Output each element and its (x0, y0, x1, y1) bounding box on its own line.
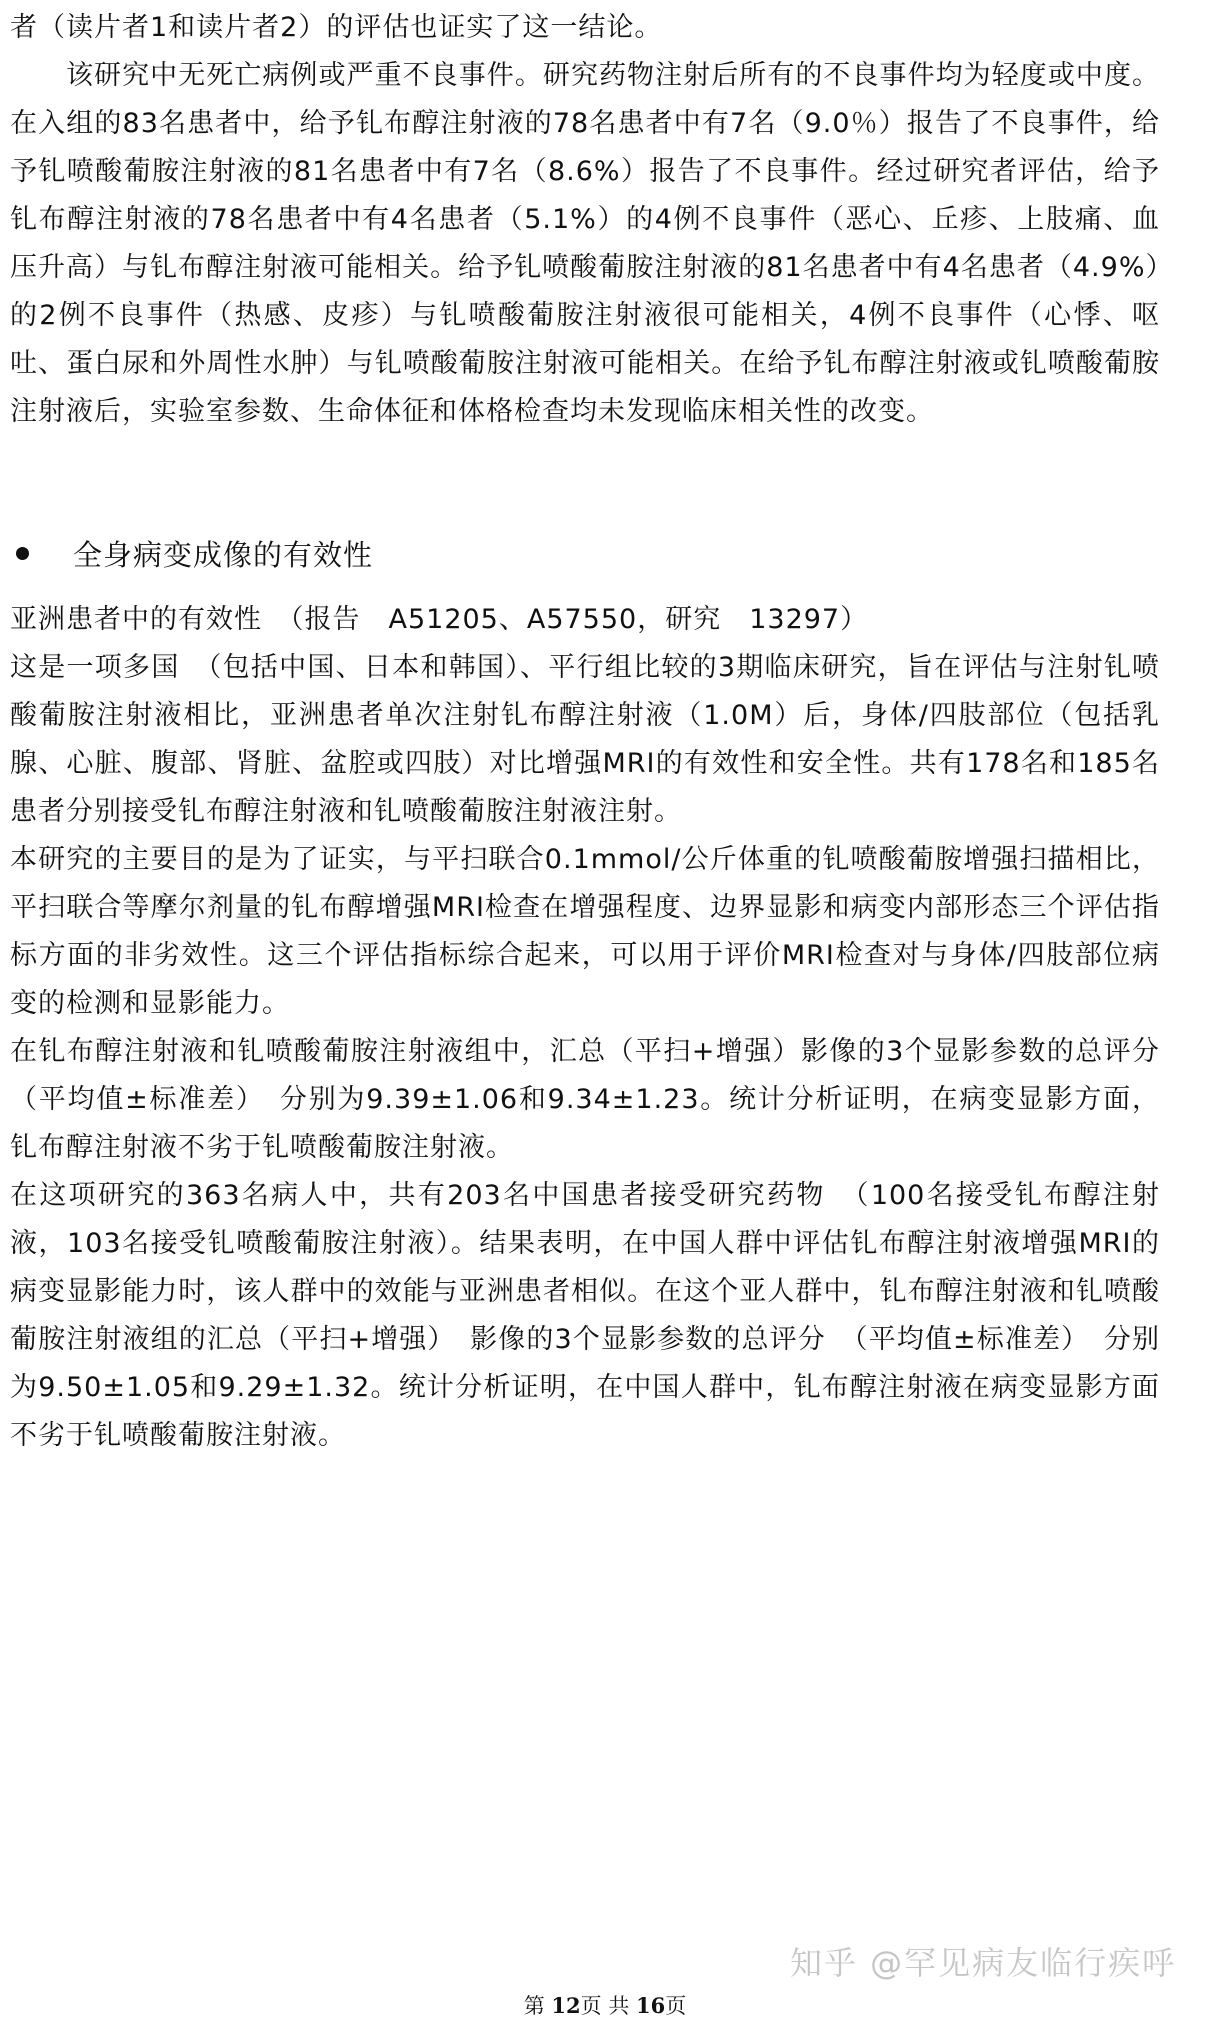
paragraph-study-design: 这是一项多国 （包括中国、日本和韩国）、平行组比较的3期临床研究，旨在评估与注射钆喷酸葡胺注射液相比，亚洲患者单次注射钆布醇注射液（1.0M）后，身体/四肢部位（包括乳腺、心脏、腹部、肾脏、盆腔或四肢）对比增强MRI的有效性和安全性。共有178名和185名患者分别接受钆布醇注射液和钆喷酸葡胺注射液注射。 (10, 652, 1160, 827)
paragraph-overall-results: 在钆布醇注射液和钆喷酸葡胺注射液组中，汇总（平扫+增强）影像的3个显影参数的总评分（平均值±标准差） 分别为9.39±1.06和9.34±1.23。统计分析证明，在病变显影方面，钆布醇注射液不劣于钆喷酸葡胺注射液。 (10, 1036, 1160, 1163)
watermark: 知乎 @罕见病友临行疾呼 (790, 1944, 1177, 1982)
footer-total-suffix: 页 (665, 1994, 687, 2018)
section-heading-text: 全身病变成像的有效性 (73, 537, 374, 572)
footer-total-pages: 16 (636, 1993, 666, 2018)
footer-middle: 共 (608, 1994, 630, 2018)
paragraph-study-objective: 本研究的主要目的是为了证实，与平扫联合0.1mmol/公斤体重的钆喷酸葡胺增强扫描相比，平扫联合等摩尔剂量的钆布醇增强MRI检查在增强程度、边界显影和病变内部形态三个评估指标方面的非劣效性。这三个评估指标综合起来，可以用于评价MRI检查对与身体/四肢部位病变的检测和显影能力。 (10, 844, 1160, 1019)
paragraph-continuation: 者（读片者1和读片者2）的评估也证实了这一结论。 (10, 12, 663, 43)
paragraph-chinese-subgroup: 在这项研究的363名病人中，共有203名中国患者接受研究药物 （100名接受钆布醇注射液，103名接受钆喷酸葡胺注射液）。结果表明，在中国人群中评估钆布醇注射液增强MRI的病变显影能力时，该人群中的效能与亚洲患者相似。在这个亚人群中，钆布醇注射液和钆喷酸葡胺注射液组的汇总（平扫+增强） 影像的3个显影参数的总评分 （平均值±标准差） 分别为9.50±1.05和9.29±1.32。统计分析证明，在中国人群中，钆布醇注射液在病变显影方面不劣于钆喷酸葡胺注射液。 (10, 1180, 1160, 1451)
page-footer (0, 1990, 1210, 2020)
bullet-icon (16, 547, 29, 560)
footer-page-number: 12 (551, 1993, 581, 2018)
safety-section (10, 4, 1160, 436)
footer-page-suffix: 页 (580, 1994, 602, 2018)
section-heading (10, 528, 373, 578)
efficacy-section (10, 596, 1160, 1460)
paragraph-subtitle: 亚洲患者中的有效性 （报告 A51205、A57550，研究 13297） (10, 604, 869, 635)
paragraph-adverse-events: 该研究中无死亡病例或严重不良事件。研究药物注射后所有的不良事件均为轻度或中度。在入组的83名患者中，给予钆布醇注射液的78名患者中有7名（9.0％）报告了不良事件，给予钆喷酸葡胺注射液的81名患者中有7名（8.6%）报告了不良事件。经过研究者评估，给予钆布醇注射液的78名患者中有4名患者（5.1%）的4例不良事件（恶心、丘疹、上肢痛、血压升高）与钆布醇注射液可能相关。给予钆喷酸葡胺注射液的81名患者中有4名患者（4.9%）的2例不良事件（热感、皮疹）与钆喷酸葡胺注射液很可能相关，4例不良事件（心悸、呕吐、蛋白尿和外周性水肿）与钆喷酸葡胺注射液可能相关。在给予钆布醇注射液或钆喷酸葡胺注射液后，实验室参数、生命体征和体格检查均未发现临床相关性的改变。 (10, 60, 1160, 427)
footer-prefix: 第 (523, 1994, 545, 2018)
